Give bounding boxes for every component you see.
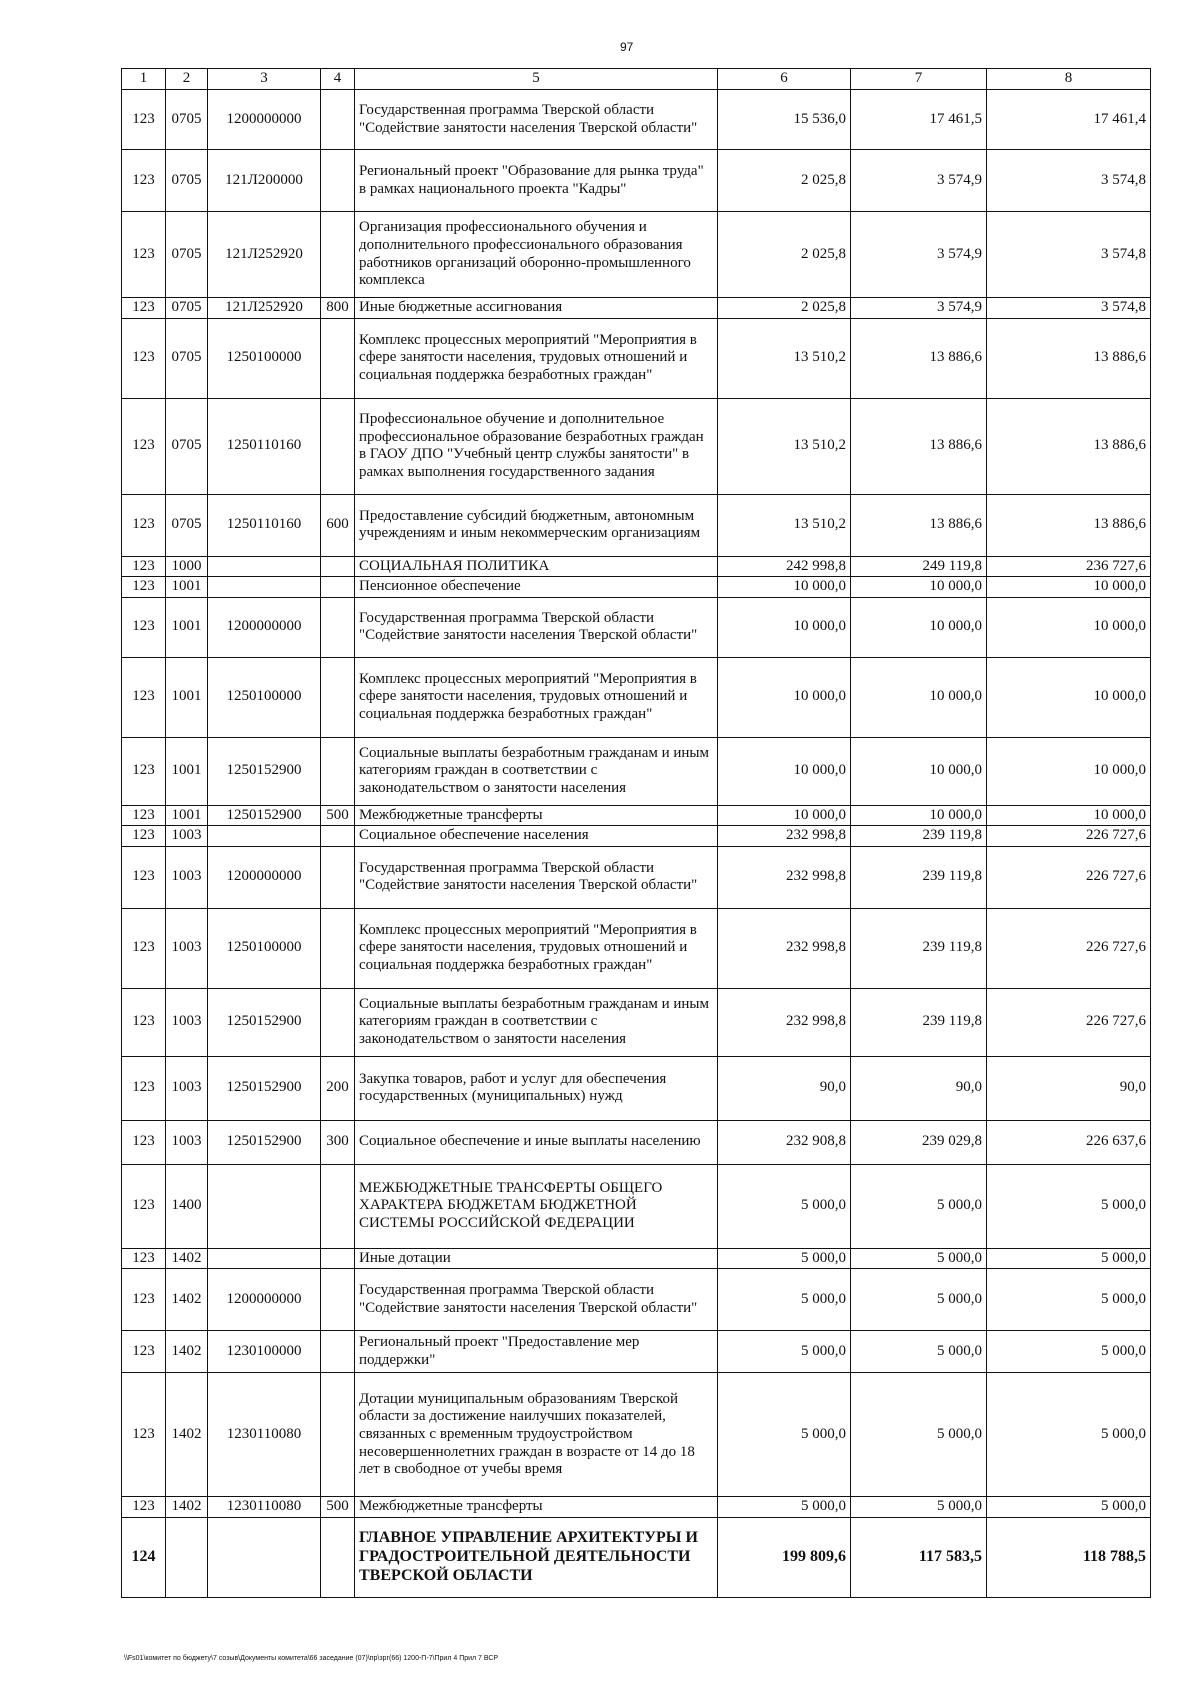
cell-col-2: 0705	[166, 398, 208, 494]
cell-col-5: Социальные выплаты безработным гражданам и иным категориям граждан в соответствии с законодательством о занятости населения	[355, 737, 718, 805]
cell-col-1: 123	[122, 1497, 166, 1518]
cell-col-3	[208, 1517, 321, 1597]
cell-col-2: 1003	[166, 826, 208, 847]
table-row	[122, 1373, 1151, 1497]
header-cell: 1	[122, 69, 166, 90]
cell-col-5: Комплекс процессных мероприятий "Мероприятия в сфере занятости населения, трудовых отношений и социальная поддержка безработных граждан"	[355, 657, 718, 737]
cell-col-6: 2 025,8	[718, 212, 851, 298]
cell-col-1: 123	[122, 826, 166, 847]
cell-col-7: 5 000,0	[851, 1373, 987, 1497]
cell-col-1: 123	[122, 90, 166, 150]
cell-col-4	[321, 908, 355, 988]
cell-col-4	[321, 150, 355, 212]
cell-col-4	[321, 1248, 355, 1269]
cell-col-3: 121Л252920	[208, 298, 321, 319]
cell-col-8: 5 000,0	[987, 1248, 1151, 1269]
cell-col-4: 200	[321, 1056, 355, 1120]
cell-col-5: Государственная программа Тверской области "Содействие занятости населения Тверской области"	[355, 1269, 718, 1331]
cell-col-3	[208, 826, 321, 847]
cell-col-3: 1230100000	[208, 1331, 321, 1373]
cell-col-3: 1250152900	[208, 988, 321, 1056]
cell-col-3: 1250100000	[208, 318, 321, 398]
cell-col-2: 0705	[166, 318, 208, 398]
cell-col-2: 0705	[166, 494, 208, 556]
table-row	[122, 556, 1151, 577]
cell-col-7: 5 000,0	[851, 1497, 987, 1518]
cell-col-3: 1200000000	[208, 1269, 321, 1331]
cell-col-7: 3 574,9	[851, 150, 987, 212]
cell-col-8: 10 000,0	[987, 805, 1151, 826]
cell-col-7: 5 000,0	[851, 1248, 987, 1269]
cell-col-5: Межбюджетные трансферты	[355, 1497, 718, 1518]
cell-col-6: 10 000,0	[718, 597, 851, 657]
cell-col-6: 242 998,8	[718, 556, 851, 577]
budget-table	[121, 68, 1151, 1598]
cell-col-5: Закупка товаров, работ и услуг для обеспечения государственных (муниципальных) нужд	[355, 1056, 718, 1120]
table-row	[122, 1164, 1151, 1248]
cell-col-5: Социальные выплаты безработным гражданам и иным категориям граждан в соответствии с законодательством о занятости населения	[355, 988, 718, 1056]
cell-col-8: 10 000,0	[987, 657, 1151, 737]
cell-col-8: 236 727,6	[987, 556, 1151, 577]
cell-col-7: 13 886,6	[851, 398, 987, 494]
cell-col-3: 1250152900	[208, 805, 321, 826]
cell-col-5: Организация профессионального обучения и дополнительного профессионального образования работников организаций оборонно-промышленного комплекса	[355, 212, 718, 298]
cell-col-5: Предоставление субсидий бюджетным, автономным учреждениям и иным некоммерческим организациям	[355, 494, 718, 556]
cell-col-1: 124	[122, 1517, 166, 1597]
cell-col-1: 123	[122, 318, 166, 398]
cell-col-5: Региональный проект "Предоставление мер поддержки"	[355, 1331, 718, 1373]
cell-col-1: 123	[122, 1248, 166, 1269]
header-cell: 3	[208, 69, 321, 90]
cell-col-3: 1250110160	[208, 398, 321, 494]
table-row	[122, 1497, 1151, 1518]
cell-col-8: 10 000,0	[987, 737, 1151, 805]
table-row	[122, 1056, 1151, 1120]
cell-col-2: 1003	[166, 1056, 208, 1120]
header-cell: 6	[718, 69, 851, 90]
header-cell: 7	[851, 69, 987, 90]
header-cell: 2	[166, 69, 208, 90]
cell-col-1: 123	[122, 988, 166, 1056]
header-cell: 8	[987, 69, 1151, 90]
cell-col-8: 13 886,6	[987, 398, 1151, 494]
cell-col-6: 5 000,0	[718, 1331, 851, 1373]
cell-col-4	[321, 90, 355, 150]
cell-col-2: 1000	[166, 556, 208, 577]
cell-col-5: СОЦИАЛЬНАЯ ПОЛИТИКА	[355, 556, 718, 577]
cell-col-8: 226 727,6	[987, 988, 1151, 1056]
cell-col-5: МЕЖБЮДЖЕТНЫЕ ТРАНСФЕРТЫ ОБЩЕГО ХАРАКТЕРА БЮДЖЕТАМ БЮДЖЕТНОЙ СИСТЕМЫ РОССИЙСКОЙ ФЕДЕРАЦИИ	[355, 1164, 718, 1248]
cell-col-1: 123	[122, 1056, 166, 1120]
cell-col-6: 5 000,0	[718, 1373, 851, 1497]
cell-col-8: 13 886,6	[987, 318, 1151, 398]
cell-col-4: 500	[321, 1497, 355, 1518]
cell-col-8: 226 637,6	[987, 1120, 1151, 1164]
table-row	[122, 826, 1151, 847]
cell-col-5: Социальное обеспечение и иные выплаты населению	[355, 1120, 718, 1164]
cell-col-4	[321, 1373, 355, 1497]
cell-col-1: 123	[122, 556, 166, 577]
table-row	[122, 212, 1151, 298]
cell-col-8: 3 574,8	[987, 212, 1151, 298]
cell-col-1: 123	[122, 846, 166, 908]
cell-col-7: 10 000,0	[851, 805, 987, 826]
cell-col-7: 239 119,8	[851, 846, 987, 908]
cell-col-3	[208, 1164, 321, 1248]
cell-col-1: 123	[122, 577, 166, 598]
table-row	[122, 846, 1151, 908]
table-row	[122, 908, 1151, 988]
table-row	[122, 1120, 1151, 1164]
cell-col-3: 1250152900	[208, 737, 321, 805]
cell-col-6: 13 510,2	[718, 318, 851, 398]
cell-col-8: 13 886,6	[987, 494, 1151, 556]
cell-col-7: 249 119,8	[851, 556, 987, 577]
cell-col-4	[321, 657, 355, 737]
cell-col-8: 226 727,6	[987, 846, 1151, 908]
cell-col-7: 239 119,8	[851, 908, 987, 988]
cell-col-7: 239 119,8	[851, 988, 987, 1056]
cell-col-6: 199 809,6	[718, 1517, 851, 1597]
cell-col-7: 117 583,5	[851, 1517, 987, 1597]
cell-col-1: 123	[122, 1120, 166, 1164]
cell-col-6: 10 000,0	[718, 657, 851, 737]
cell-col-6: 232 998,8	[718, 826, 851, 847]
cell-col-7: 10 000,0	[851, 597, 987, 657]
cell-col-6: 10 000,0	[718, 737, 851, 805]
table-row	[122, 805, 1151, 826]
cell-col-8: 5 000,0	[987, 1269, 1151, 1331]
cell-col-7: 3 574,9	[851, 298, 987, 319]
cell-col-3: 121Л252920	[208, 212, 321, 298]
cell-col-3: 1230110080	[208, 1497, 321, 1518]
cell-col-5: Комплекс процессных мероприятий "Мероприятия в сфере занятости населения, трудовых отношений и социальная поддержка безработных граждан"	[355, 908, 718, 988]
cell-col-1: 123	[122, 1269, 166, 1331]
cell-col-2: 1402	[166, 1331, 208, 1373]
cell-col-7: 3 574,9	[851, 212, 987, 298]
cell-col-5: Государственная программа Тверской области "Содействие занятости населения Тверской области"	[355, 846, 718, 908]
cell-col-5: Социальное обеспечение населения	[355, 826, 718, 847]
cell-col-3: 121Л200000	[208, 150, 321, 212]
cell-col-7: 239 029,8	[851, 1120, 987, 1164]
header-cell: 4	[321, 69, 355, 90]
header-row	[122, 69, 1151, 90]
cell-col-1: 123	[122, 1164, 166, 1248]
cell-col-8: 3 574,8	[987, 298, 1151, 319]
cell-col-2	[166, 1517, 208, 1597]
table-row	[122, 988, 1151, 1056]
cell-col-2: 1402	[166, 1497, 208, 1518]
cell-col-2: 1400	[166, 1164, 208, 1248]
table-row	[122, 1248, 1151, 1269]
cell-col-7: 10 000,0	[851, 737, 987, 805]
cell-col-4	[321, 318, 355, 398]
cell-col-6: 2 025,8	[718, 150, 851, 212]
cell-col-3: 1230110080	[208, 1373, 321, 1497]
cell-col-3: 1200000000	[208, 597, 321, 657]
file-path-footer: \\Fs01\комитет по бюджету\7 созыв\Документы комитета\66 заседание (07)\пр\зрг(66) 1200-П-7\Прил 4 Прил 7 ВСР	[124, 1655, 499, 1662]
cell-col-2: 1402	[166, 1269, 208, 1331]
cell-col-8: 5 000,0	[987, 1164, 1151, 1248]
cell-col-1: 123	[122, 908, 166, 988]
cell-col-2: 1003	[166, 1120, 208, 1164]
cell-col-4: 800	[321, 298, 355, 319]
table-row	[122, 494, 1151, 556]
cell-col-3: 1250152900	[208, 1120, 321, 1164]
cell-col-2: 1003	[166, 908, 208, 988]
cell-col-5: Дотации муниципальным образованиям Тверской области за достижение наилучших показателей, связанных с временным трудоустройством несовершеннолетних граждан в возрасте от 14 до 18 лет в свободное от учебы время	[355, 1373, 718, 1497]
cell-col-6: 90,0	[718, 1056, 851, 1120]
cell-col-6: 10 000,0	[718, 805, 851, 826]
cell-col-4: 500	[321, 805, 355, 826]
cell-col-2: 1001	[166, 737, 208, 805]
cell-col-6: 232 998,8	[718, 846, 851, 908]
cell-col-5: Пенсионное обеспечение	[355, 577, 718, 598]
table-row	[122, 1517, 1151, 1597]
cell-col-2: 1001	[166, 657, 208, 737]
cell-col-2: 1402	[166, 1248, 208, 1269]
cell-col-8: 10 000,0	[987, 597, 1151, 657]
cell-col-2: 0705	[166, 212, 208, 298]
cell-col-1: 123	[122, 298, 166, 319]
cell-col-7: 10 000,0	[851, 577, 987, 598]
cell-col-1: 123	[122, 398, 166, 494]
cell-col-8: 226 727,6	[987, 908, 1151, 988]
cell-col-5: Комплекс процессных мероприятий "Мероприятия в сфере занятости населения, трудовых отношений и социальная поддержка безработных граждан"	[355, 318, 718, 398]
cell-col-5: Региональный проект "Образование для рынка труда" в рамках национального проекта "Кадры"	[355, 150, 718, 212]
cell-col-7: 5 000,0	[851, 1269, 987, 1331]
cell-col-2: 1402	[166, 1373, 208, 1497]
cell-col-2: 1001	[166, 805, 208, 826]
cell-col-1: 123	[122, 737, 166, 805]
table-row	[122, 298, 1151, 319]
cell-col-2: 1001	[166, 597, 208, 657]
cell-col-8: 3 574,8	[987, 150, 1151, 212]
cell-col-7: 13 886,6	[851, 494, 987, 556]
cell-col-7: 5 000,0	[851, 1164, 987, 1248]
cell-col-3: 1250110160	[208, 494, 321, 556]
table-row	[122, 150, 1151, 212]
cell-col-7: 17 461,5	[851, 90, 987, 150]
table-body	[122, 69, 1151, 1598]
cell-col-6: 5 000,0	[718, 1497, 851, 1518]
page-number: 97	[620, 40, 634, 54]
cell-col-1: 123	[122, 1331, 166, 1373]
cell-col-6: 5 000,0	[718, 1248, 851, 1269]
cell-col-3: 1250100000	[208, 657, 321, 737]
table-row	[122, 737, 1151, 805]
cell-col-3: 1250152900	[208, 1056, 321, 1120]
cell-col-2: 0705	[166, 90, 208, 150]
table-row	[122, 577, 1151, 598]
cell-col-2: 0705	[166, 298, 208, 319]
cell-col-3: 1200000000	[208, 90, 321, 150]
cell-col-7: 239 119,8	[851, 826, 987, 847]
cell-col-4: 300	[321, 1120, 355, 1164]
cell-col-5: Государственная программа Тверской области "Содействие занятости населения Тверской области"	[355, 90, 718, 150]
table-row	[122, 597, 1151, 657]
cell-col-3: 1200000000	[208, 846, 321, 908]
cell-col-1: 123	[122, 494, 166, 556]
table-row	[122, 1331, 1151, 1373]
table-row	[122, 318, 1151, 398]
cell-col-4	[321, 556, 355, 577]
table-row	[122, 398, 1151, 494]
cell-col-8: 118 788,5	[987, 1517, 1151, 1597]
cell-col-2: 1003	[166, 988, 208, 1056]
cell-col-4	[321, 737, 355, 805]
cell-col-6: 13 510,2	[718, 398, 851, 494]
cell-col-4	[321, 1331, 355, 1373]
cell-col-8: 10 000,0	[987, 577, 1151, 598]
cell-col-4	[321, 597, 355, 657]
cell-col-5: Иные дотации	[355, 1248, 718, 1269]
cell-col-5: Иные бюджетные ассигнования	[355, 298, 718, 319]
cell-col-4	[321, 577, 355, 598]
cell-col-1: 123	[122, 597, 166, 657]
cell-col-3	[208, 556, 321, 577]
cell-col-8: 90,0	[987, 1056, 1151, 1120]
table-row	[122, 657, 1151, 737]
cell-col-5: Межбюджетные трансферты	[355, 805, 718, 826]
cell-col-4: 600	[321, 494, 355, 556]
cell-col-2: 1003	[166, 846, 208, 908]
table-row	[122, 1269, 1151, 1331]
cell-col-5: Государственная программа Тверской области "Содействие занятости населения Тверской области"	[355, 597, 718, 657]
header-cell: 5	[355, 69, 718, 90]
cell-col-7: 90,0	[851, 1056, 987, 1120]
cell-col-1: 123	[122, 805, 166, 826]
cell-col-4	[321, 1269, 355, 1331]
cell-col-8: 17 461,4	[987, 90, 1151, 150]
cell-col-7: 13 886,6	[851, 318, 987, 398]
cell-col-8: 226 727,6	[987, 826, 1151, 847]
cell-col-6: 5 000,0	[718, 1269, 851, 1331]
cell-col-8: 5 000,0	[987, 1331, 1151, 1373]
cell-col-4	[321, 988, 355, 1056]
cell-col-3	[208, 1248, 321, 1269]
cell-col-6: 2 025,8	[718, 298, 851, 319]
cell-col-4	[321, 212, 355, 298]
cell-col-5: Профессиональное обучение и дополнительное профессиональное образование безработных граждан в ГАОУ ДПО "Учебный центр службы занятости" в рамках выполнения государственного задания	[355, 398, 718, 494]
cell-col-4	[321, 1164, 355, 1248]
cell-col-1: 123	[122, 212, 166, 298]
cell-col-6: 232 998,8	[718, 988, 851, 1056]
cell-col-6: 232 998,8	[718, 908, 851, 988]
cell-col-2: 1001	[166, 577, 208, 598]
table-row	[122, 90, 1151, 150]
cell-col-6: 232 908,8	[718, 1120, 851, 1164]
cell-col-4	[321, 398, 355, 494]
cell-col-3	[208, 577, 321, 598]
cell-col-3: 1250100000	[208, 908, 321, 988]
cell-col-5: ГЛАВНОЕ УПРАВЛЕНИЕ АРХИТЕКТУРЫ И ГРАДОСТРОИТЕЛЬНОЙ ДЕЯТЕЛЬНОСТИ ТВЕРСКОЙ ОБЛАСТИ	[355, 1517, 718, 1597]
cell-col-6: 10 000,0	[718, 577, 851, 598]
cell-col-4	[321, 846, 355, 908]
cell-col-1: 123	[122, 150, 166, 212]
cell-col-6: 5 000,0	[718, 1164, 851, 1248]
cell-col-8: 5 000,0	[987, 1373, 1151, 1497]
cell-col-6: 15 536,0	[718, 90, 851, 150]
cell-col-6: 13 510,2	[718, 494, 851, 556]
cell-col-7: 5 000,0	[851, 1331, 987, 1373]
cell-col-1: 123	[122, 657, 166, 737]
cell-col-4	[321, 1517, 355, 1597]
cell-col-4	[321, 826, 355, 847]
cell-col-8: 5 000,0	[987, 1497, 1151, 1518]
cell-col-2: 0705	[166, 150, 208, 212]
cell-col-7: 10 000,0	[851, 657, 987, 737]
cell-col-1: 123	[122, 1373, 166, 1497]
